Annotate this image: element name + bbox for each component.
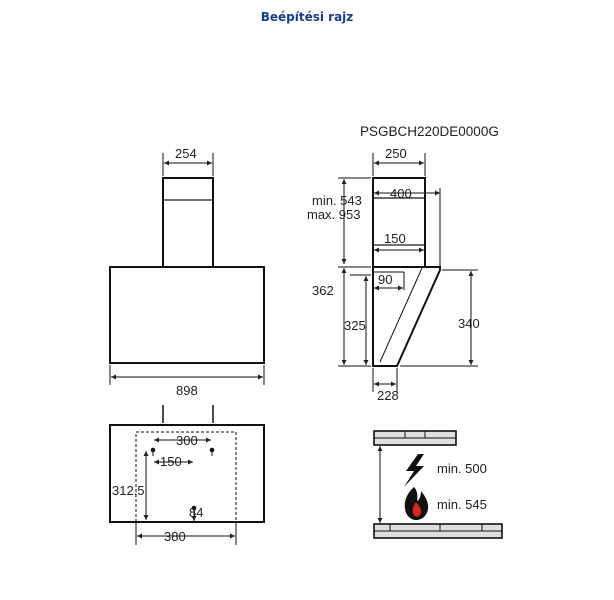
model-number: PSGBCH220DE0000G bbox=[360, 124, 499, 139]
dim-outlet-offset: 150 bbox=[384, 231, 406, 246]
side-chimney-lower bbox=[373, 245, 425, 267]
clearance-gas: min. 545 bbox=[437, 497, 487, 512]
dim-bottom-depth: 228 bbox=[377, 388, 399, 403]
front-hood-body bbox=[110, 267, 264, 363]
top-view bbox=[110, 405, 264, 545]
dim-total-width: 898 bbox=[176, 383, 198, 398]
dim-duct-depth: 400 bbox=[390, 186, 412, 201]
front-view bbox=[110, 153, 264, 385]
dim-chimney-depth: 250 bbox=[385, 146, 407, 161]
dim-chimney-max: max. 953 bbox=[307, 207, 361, 222]
dim-height-back: 340 bbox=[458, 316, 480, 331]
clearance-diagram bbox=[374, 431, 502, 538]
dim-outlet-depth: 90 bbox=[378, 272, 393, 287]
lightning-icon bbox=[404, 454, 424, 487]
dim-height-total: 362 bbox=[312, 283, 334, 298]
dim-chimney-width: 254 bbox=[175, 146, 197, 161]
dim-chimney-min: min. 543 bbox=[312, 193, 362, 208]
dim-hole-offset: 150 bbox=[160, 454, 182, 469]
front-chimney bbox=[163, 178, 213, 267]
clearance-electric: min. 500 bbox=[437, 461, 487, 476]
dim-height-front: 325 bbox=[344, 318, 366, 333]
front-chimney-inner bbox=[163, 178, 213, 200]
page-title: Beépítési rajz bbox=[260, 10, 354, 24]
dim-hole-depth: 312,5 bbox=[112, 483, 145, 498]
dim-hole-spacing: 300 bbox=[176, 433, 198, 448]
dim-bracket-width: 380 bbox=[164, 529, 186, 544]
dim-hole-bottom: 84 bbox=[189, 505, 204, 520]
